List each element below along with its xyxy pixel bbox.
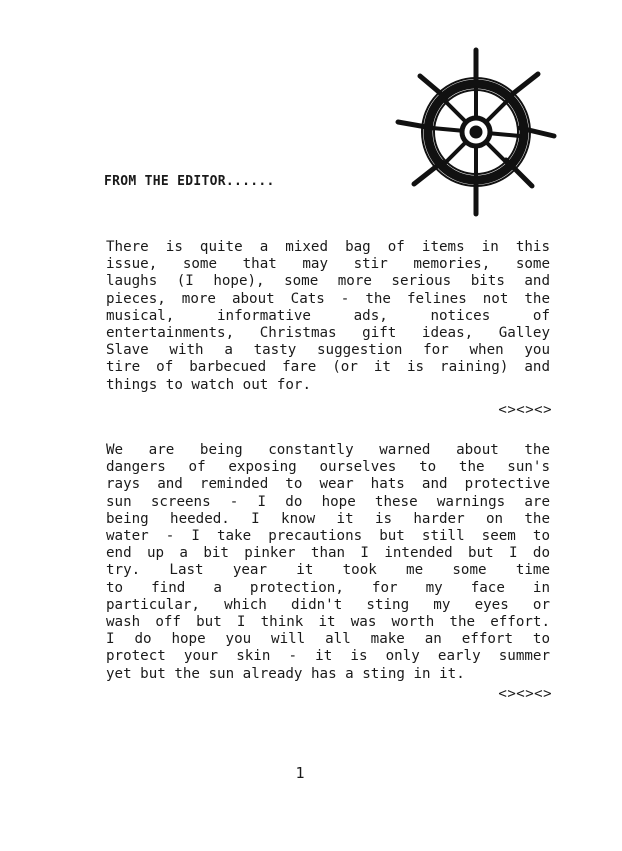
page-number: 1 — [295, 764, 305, 782]
paragraph-line: rays and reminded to wear hats and protective — [106, 476, 550, 493]
paragraph-line: We are being constantly warned about the — [106, 442, 550, 458]
intro-paragraph — [106, 239, 550, 394]
paragraph-line: pieces, more about Cats - the felines not the — [106, 290, 550, 307]
paragraph-line: entertainments, Christmas gift ideas, Galley — [106, 325, 550, 342]
paragraph-line: to find a protection, for my face in — [106, 579, 550, 596]
paragraph-line: try. Last year it took me some time — [106, 562, 550, 579]
paragraph-line: sun screens - I do hope these warnings are — [106, 493, 550, 510]
paragraph-line: water - I take precautions but still seem to — [106, 528, 550, 545]
paragraph-line: issue, some that may stir memories, some — [106, 256, 550, 273]
paragraph-line: being heeded. I know it is harder on the — [106, 510, 550, 527]
section-separator: <><><> — [498, 402, 552, 418]
page-heading: FROM THE EDITOR...... — [104, 174, 275, 189]
paragraph-line: things to watch out for. — [106, 376, 311, 393]
paragraph-line: laughs (I hope), some more serious bits and — [106, 273, 550, 290]
paragraph-line: musical, informative ads, notices of — [106, 307, 550, 324]
paragraph-line: end up a bit pinker than I intended but I do — [106, 545, 550, 562]
ship-wheel-icon — [392, 46, 560, 218]
paragraph-line: yet but the sun already has a sting in it. — [106, 665, 465, 682]
paragraph-line: particular, which didn't sting my eyes or — [106, 596, 550, 613]
paragraph-line: There is quite a mixed bag of items in this — [106, 239, 550, 255]
section-separator: <><><> — [498, 686, 552, 702]
sun-safety-paragraph — [106, 442, 550, 683]
paragraph-line: protect your skin - it is only early summer — [106, 648, 550, 665]
paragraph-line: wash off but I think it was worth the effort. — [106, 614, 550, 631]
paragraph-line: I do hope you will all make an effort to — [106, 631, 550, 648]
paragraph-line: Slave with a tasty suggestion for when you — [106, 342, 550, 359]
paragraph-line: dangers of exposing ourselves to the sun's — [106, 459, 550, 476]
paragraph-line: tire of barbecued fare (or it is raining) and — [106, 359, 550, 376]
